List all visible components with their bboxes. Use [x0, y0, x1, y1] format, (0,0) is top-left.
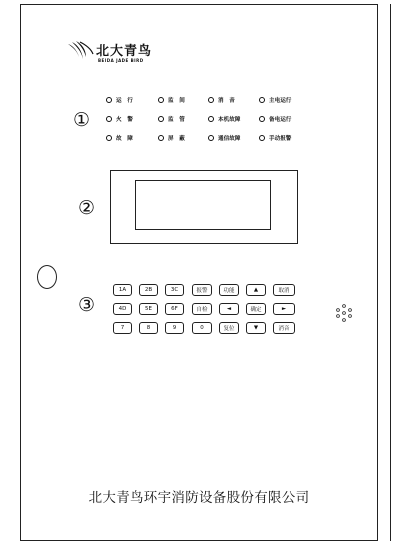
- brand-subtitle: BEIDA JADE BIRD: [98, 58, 144, 63]
- self-test-key[interactable]: 自检: [192, 303, 212, 315]
- indicator-light: [158, 115, 185, 123]
- key-6[interactable]: 6F: [165, 303, 184, 315]
- led-icon: [259, 116, 265, 122]
- cancel-key[interactable]: 取消: [273, 284, 295, 296]
- indicator-label: 备电运行: [269, 117, 292, 123]
- lcd-screen: [135, 180, 271, 230]
- key-0[interactable]: 0: [192, 322, 212, 334]
- right-arrow-key[interactable]: ►: [273, 303, 295, 315]
- indicator-light: [106, 115, 133, 123]
- down-arrow-key[interactable]: ▼: [246, 322, 266, 334]
- led-icon: [158, 97, 164, 103]
- indicator-label: 运 行: [116, 98, 133, 104]
- indicator-label: 消 音: [218, 98, 235, 104]
- function-key[interactable]: 功能: [219, 284, 239, 296]
- indicator-label: 手动报警: [269, 136, 292, 142]
- keypad-marker: ③: [78, 294, 96, 316]
- indicator-light: [158, 134, 185, 142]
- key-7[interactable]: 7: [113, 322, 132, 334]
- key-2[interactable]: 2B: [139, 284, 158, 296]
- indicator-light: [106, 96, 133, 104]
- jade-bird-logo-icon: [66, 40, 94, 62]
- led-icon: [208, 97, 214, 103]
- up-arrow-key[interactable]: ▲: [246, 284, 266, 296]
- indicator-label: 监 管: [168, 117, 185, 123]
- key-5[interactable]: 5E: [139, 303, 158, 315]
- led-icon: [106, 135, 112, 141]
- indicator-label: 监 间: [168, 98, 185, 104]
- lamp-icon: [37, 265, 57, 289]
- led-icon: [259, 135, 265, 141]
- indicator-label: 通信故障: [218, 136, 241, 142]
- key-3[interactable]: 3C: [165, 284, 184, 296]
- panel-frame: [20, 4, 378, 541]
- indicator-light: [208, 115, 240, 123]
- led-icon: [158, 116, 164, 122]
- led-icon: [106, 116, 112, 122]
- led-icon: [259, 97, 265, 103]
- left-arrow-key[interactable]: ◄: [219, 303, 239, 315]
- indicator-light: [259, 134, 291, 142]
- key-4[interactable]: 4D: [113, 303, 132, 315]
- display-marker: ②: [78, 197, 96, 219]
- alarm-key[interactable]: 报警: [192, 284, 212, 296]
- key-1[interactable]: 1A: [113, 284, 132, 296]
- key-9[interactable]: 9: [165, 322, 184, 334]
- indicator-label: 火 警: [116, 117, 133, 123]
- silence-key[interactable]: 消音: [273, 322, 295, 334]
- indicators-marker: ①: [73, 109, 91, 131]
- led-icon: [208, 116, 214, 122]
- brand-name: 北大青鸟: [96, 44, 153, 59]
- confirm-key[interactable]: 确定: [246, 303, 266, 315]
- indicator-light: [208, 96, 235, 104]
- cabinet-edge-line: [390, 4, 391, 541]
- indicator-light: [158, 96, 185, 104]
- indicator-label: 主电运行: [269, 98, 292, 104]
- indicator-light: [106, 134, 133, 142]
- key-8[interactable]: 8: [139, 322, 158, 334]
- led-icon: [106, 97, 112, 103]
- indicator-light: [208, 134, 240, 142]
- indicator-light: [259, 96, 291, 104]
- indicator-label: 本机故障: [218, 117, 241, 123]
- indicator-light: [259, 115, 291, 123]
- indicator-label: 屏 蔽: [168, 136, 185, 142]
- reset-key[interactable]: 复位: [219, 322, 239, 334]
- indicator-label: 故 障: [116, 136, 133, 142]
- speaker-icon: [333, 302, 355, 324]
- company-name: 北大青鸟环宇消防设备股份有限公司: [88, 490, 310, 506]
- led-icon: [208, 135, 214, 141]
- led-icon: [158, 135, 164, 141]
